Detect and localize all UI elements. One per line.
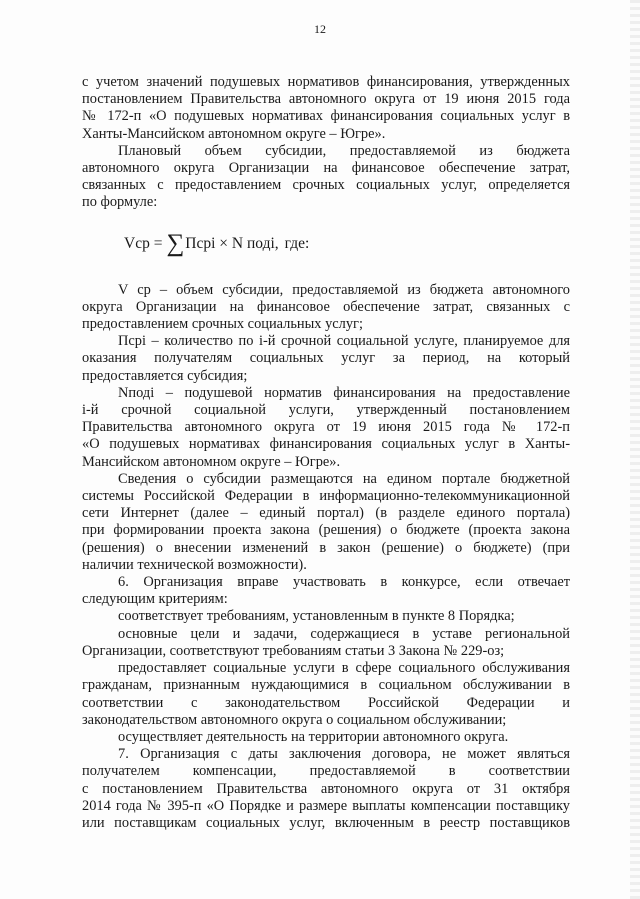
sigma-symbol: ∑ — [166, 230, 185, 258]
text-line: (решения) о внесении изменений в закон (решение) о бюджете) (при — [82, 539, 570, 556]
definition-npodi — [82, 385, 570, 471]
text-line: гражданам, признанным нуждающимися в социальном обслуживании в — [82, 677, 570, 694]
text-line: предоставляется субсидия; — [82, 367, 248, 384]
text-line: округа Организации на финансовое обеспечение затрат, связанных с — [82, 298, 570, 315]
text-line: основные цели и задачи, содержащиеся в уставе региональной — [118, 625, 570, 642]
formula-lhs: Vср = — [124, 234, 163, 252]
text-line: соответствует требованиям, установленным в пункте 8 Порядка; — [118, 608, 515, 625]
criterion-4 — [82, 729, 570, 746]
definition-pcpi — [82, 333, 570, 385]
text-line: Организации, соответствуют требованиям статьи 3 Закона № 229-оз; — [82, 642, 505, 659]
text-line: і-й срочной социальной услуги, утвержденный постановлением — [82, 402, 570, 419]
text-line: получателем компенсации, предоставляемой в соответствии — [82, 763, 570, 780]
criterion-3 — [82, 660, 570, 729]
text-line: осуществляет деятельность на территории автономного округа. — [118, 728, 509, 745]
plan-paragraph — [82, 143, 570, 212]
text-line: при формировании проекта закона (решения) о бюджете (проекта закона — [82, 522, 570, 539]
formula-tail: где: — [284, 234, 310, 252]
scan-edge — [630, 0, 640, 899]
criterion-2 — [82, 626, 570, 660]
text-line: Nподі – подушевой норматив финансирования на предоставление — [118, 384, 570, 401]
text-line: 7. Организация с даты заключения договора, не может являться — [118, 746, 570, 763]
text-line: V ср – объем субсидии, предоставляемой из бюджета автономного — [118, 281, 570, 298]
text-line: Правительства автономного округа от 19 июня 2015 года № 172-п — [82, 419, 570, 436]
text-line: с учетом значений подушевых нормативов финансирования, утвержденных — [82, 74, 570, 90]
definition-vcp — [82, 282, 570, 334]
text-line: по формуле: — [82, 194, 158, 211]
text-line: наличии технической возможности). — [82, 556, 307, 573]
text-line: Псрі – количество по і-й срочной социальной услуге, планируемое для — [118, 333, 570, 350]
text-line: связанных с предоставлением срочных социальных услуг, определяется — [82, 177, 570, 194]
item-6 — [82, 574, 570, 608]
criterion-1 — [82, 608, 570, 625]
text-line: № 172-п «О подушевых нормативах финансирования социальных услуг в — [82, 108, 570, 125]
text-line: Ханты-Мансийском автономном округе – Югре». — [82, 125, 386, 142]
text-line: системы Российской Федерации в информационно-телекоммуникационной — [82, 488, 570, 505]
formula-rhs: Псрi × N поді, — [185, 234, 279, 252]
text-line: с постановлением Правительства автономного округа от 31 октября — [82, 780, 570, 797]
text-line: законодательством автономного округа о социальном обслуживании; — [82, 711, 507, 728]
subsidy-formula — [124, 226, 570, 262]
text-line: 6. Организация вправе участвовать в конкурсе, если отвечает — [118, 574, 570, 591]
text-line: автономного округа Организации на финансовое обеспечение затрат, — [82, 160, 570, 177]
text-line: или поставщикам социальных услуг, включенным в реестр поставщиков — [82, 814, 570, 831]
item-7 — [82, 746, 570, 832]
text-line: Сведения о субсидии размещаются на едином портале бюджетной — [118, 470, 570, 487]
text-line: сети Интернет (далее – единый портал) (в разделе единого портала) — [82, 505, 570, 522]
text-line: «О подушевых нормативах финансирования социальных услуг в Ханты- — [82, 436, 570, 453]
portal-paragraph — [82, 471, 570, 574]
text-line: Плановый объем субсидии, предоставляемой из бюджета — [118, 142, 570, 159]
document-body — [82, 74, 570, 832]
text-line: 2014 года № 395-п «О Порядке и размере выплаты компенсации поставщику — [82, 797, 570, 814]
text-line: постановлением Правительства автономного округа от 19 июня 2015 года — [82, 91, 570, 108]
text-line: предоставлением срочных социальных услуг; — [82, 316, 363, 333]
page-number: 12 — [314, 22, 326, 36]
text-line: соответствии с законодательством Российской Федерации и — [82, 694, 570, 711]
text-line: оказания получателям социальных услуг за период, на который — [82, 350, 570, 367]
text-line: предоставляет социальные услуги в сфере социального обслуживания — [118, 660, 570, 677]
text-line: следующим критериям: — [82, 591, 228, 608]
intro-paragraph — [82, 74, 570, 143]
text-line: Мансийском автономном округе – Югре». — [82, 453, 341, 470]
